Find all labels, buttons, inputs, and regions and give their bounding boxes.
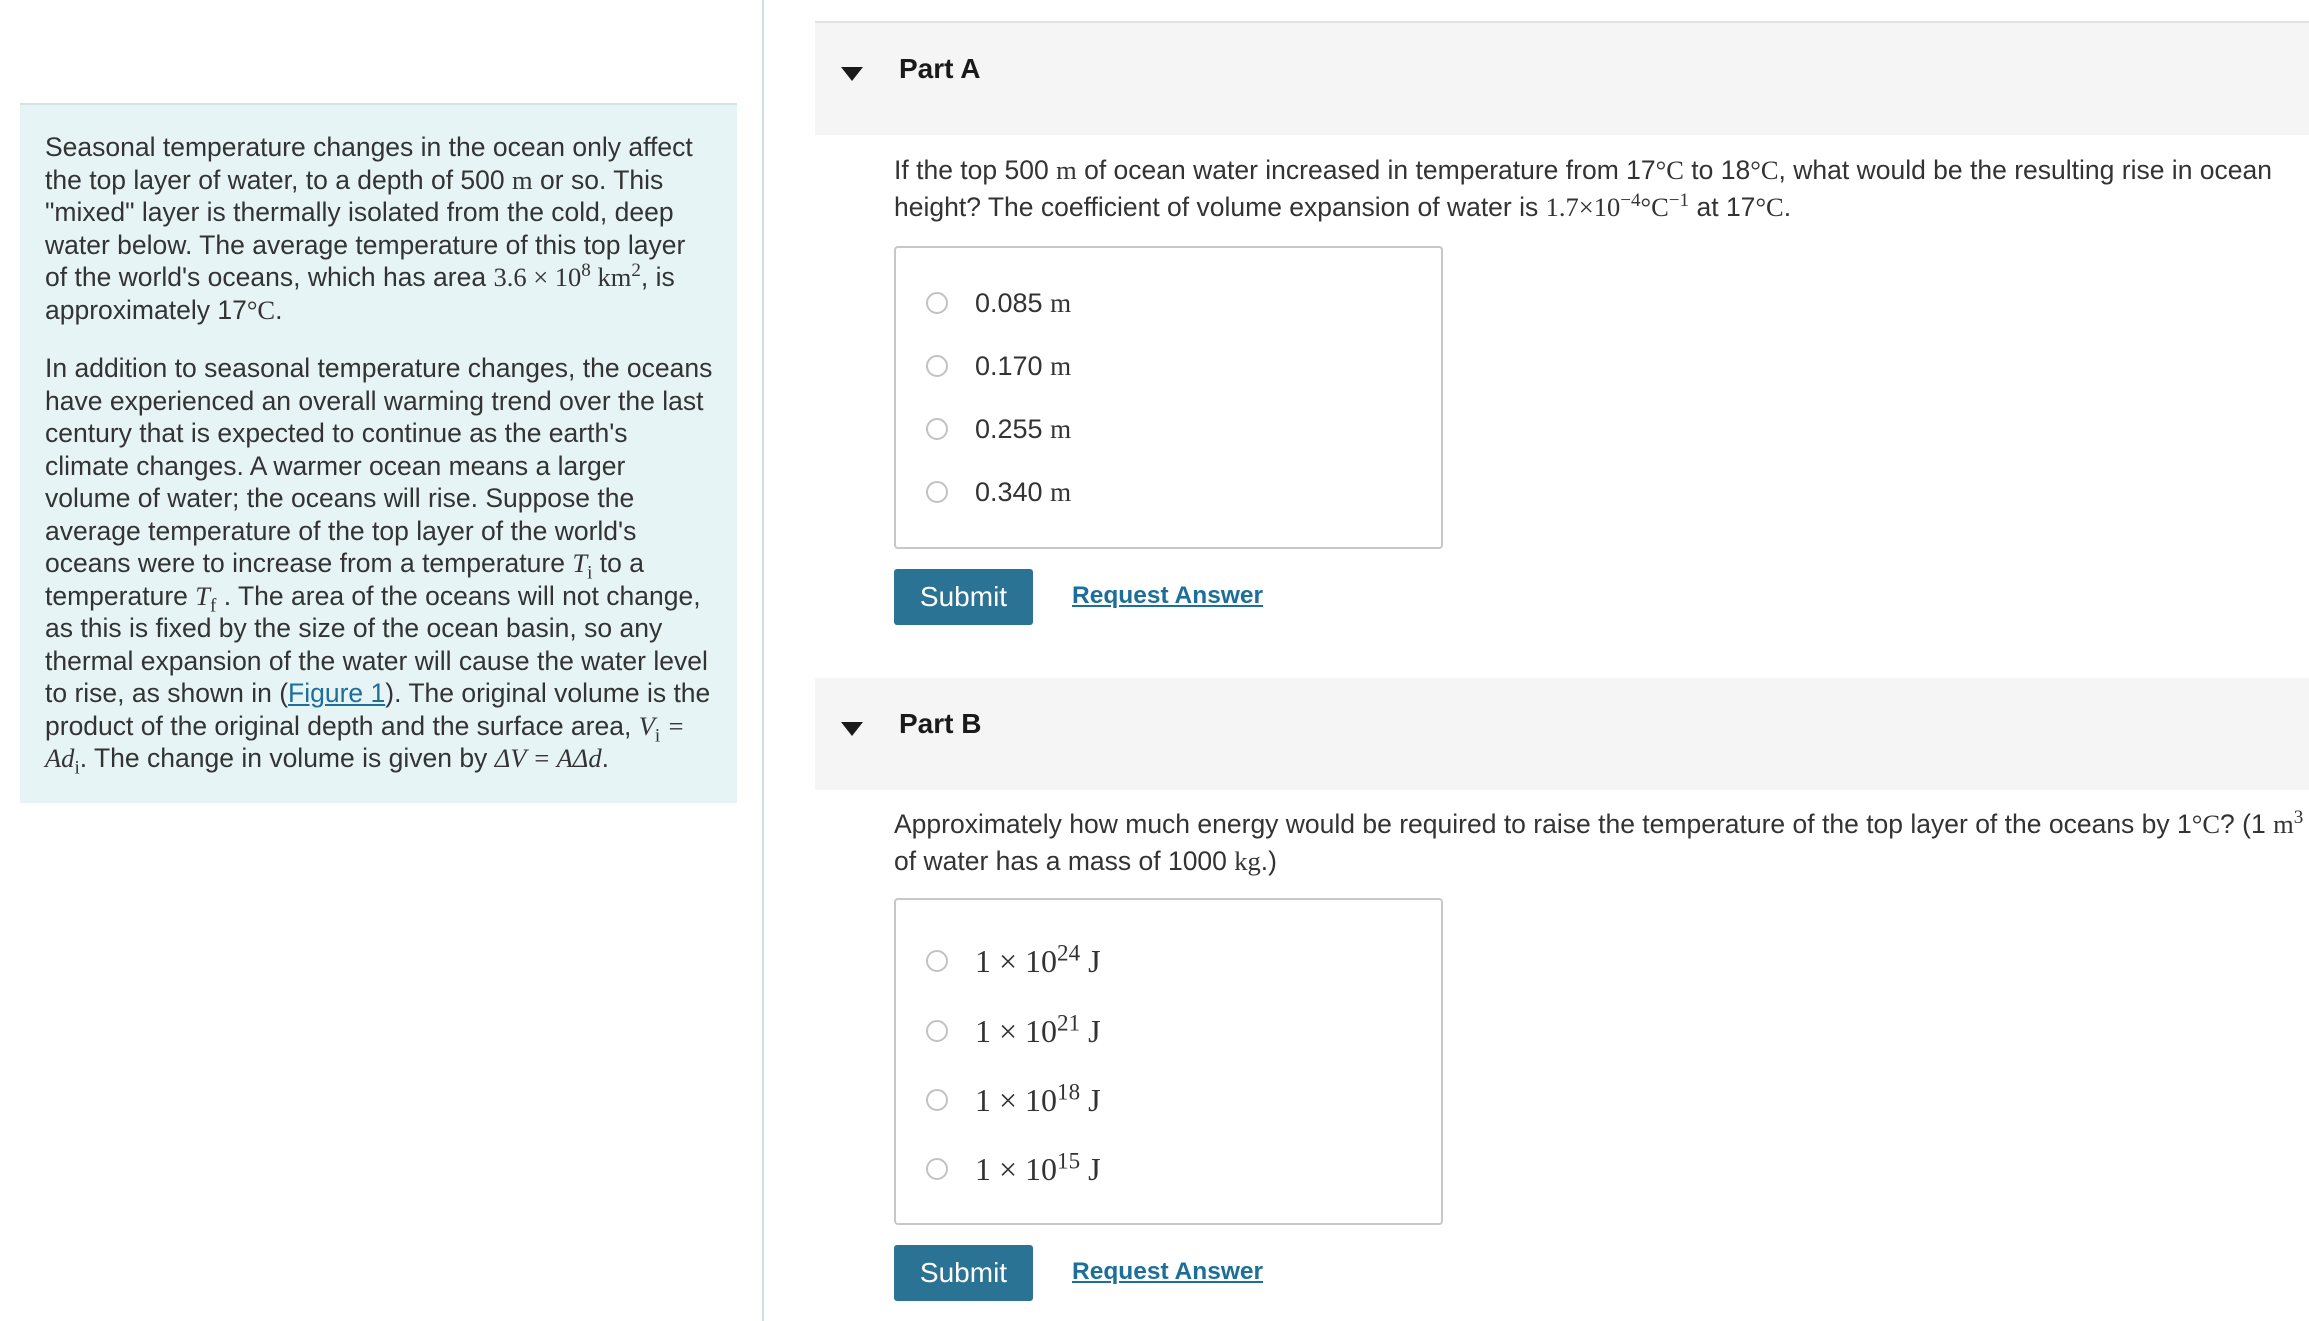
part-b-option[interactable]: $1 \times 10^{24}$ J [926, 936, 1101, 986]
radio-button-icon[interactable] [926, 1089, 948, 1111]
part-b-answer-choices [894, 898, 1443, 1225]
radio-button-icon[interactable] [926, 1020, 948, 1042]
context-paragraph-1: Seasonal temperature changes in the ocean only affect the top layer of water, to a depth of 500 m or so. This "mixed" layer is thermally isolated from the cold, deep water below. The average temperature of this top layer of the world's oceans, which has area $3.6 \times 10^8$ $km^2$, is approximately 17°C. [45, 132, 693, 325]
radio-button-icon[interactable] [926, 481, 948, 503]
part-b-option[interactable]: $1 \times 10^{15}$ J [926, 1144, 1101, 1194]
panel-divider [762, 0, 764, 1321]
figure-1-link[interactable]: Figure 1 [288, 678, 386, 708]
part-b-question: Approximately how much energy would be required to raise the temperature of the top layer of the oceans by 1°C? (1 $m^3$ of water has a mass of 1000 kg.) [894, 807, 2304, 876]
collapse-caret-icon[interactable] [841, 722, 863, 736]
part-b-option[interactable]: $1 \times 10^{18}$ J [926, 1075, 1101, 1125]
problem-context-panel [20, 103, 737, 803]
part-a-question: If the top 500 m of ocean water increased in temperature from 17°C to 18°C, what would be the resulting rise in ocean height? The coefficient of volume expansion of water is $1.7\times 10^{-4}^\circ C^{-1}$ at 17°C. [894, 155, 2273, 222]
collapse-caret-icon[interactable] [841, 67, 863, 81]
part-a-option[interactable]: 0.340 m [926, 467, 1071, 517]
part-a-answer-choices [894, 246, 1443, 549]
context-paragraph-2: In addition to seasonal temperature changes, the oceans have experienced an overall warming trend over the last century that is expected to continue as the earth's climate changes. A warmer ocean means a larger volume of water; the oceans will rise. Suppose the average temperature of the top layer of the world's oceans were to increase from a temperature $T_i$ to a temperature $T_f$ . The area of the oceans will not change, as this is fixed by the size of the ocean basin, so any thermal expansion of the water will cause the water level to rise, as shown in (Figure 1). The original volume is the product of the original depth and the surface area, $V_i = Ad_i$. The change in volume is given by ΔV = AΔd. [45, 353, 713, 779]
part-a-option[interactable]: 0.085 m [926, 278, 1071, 328]
part-b-option[interactable]: $1 \times 10^{21}$ J [926, 1006, 1101, 1056]
radio-button-icon[interactable] [926, 355, 948, 377]
part-b-submit-button[interactable]: Submit [894, 1245, 1033, 1301]
radio-button-icon[interactable] [926, 1158, 948, 1180]
part-b-request-answer-link[interactable]: Request Answer [1072, 1258, 1264, 1285]
part-b-title: Part B [899, 708, 982, 739]
part-a-request-answer-link[interactable]: Request Answer [1072, 582, 1264, 609]
part-a-title: Part A [899, 53, 981, 84]
part-a-header[interactable] [815, 21, 2309, 135]
part-a-option[interactable]: 0.170 m [926, 341, 1071, 391]
part-b-header[interactable] [815, 678, 2309, 790]
radio-button-icon[interactable] [926, 950, 948, 972]
radio-button-icon[interactable] [926, 292, 948, 314]
part-a-submit-button[interactable]: Submit [894, 569, 1033, 625]
part-a-option[interactable]: 0.255 m [926, 404, 1071, 454]
radio-button-icon[interactable] [926, 418, 948, 440]
